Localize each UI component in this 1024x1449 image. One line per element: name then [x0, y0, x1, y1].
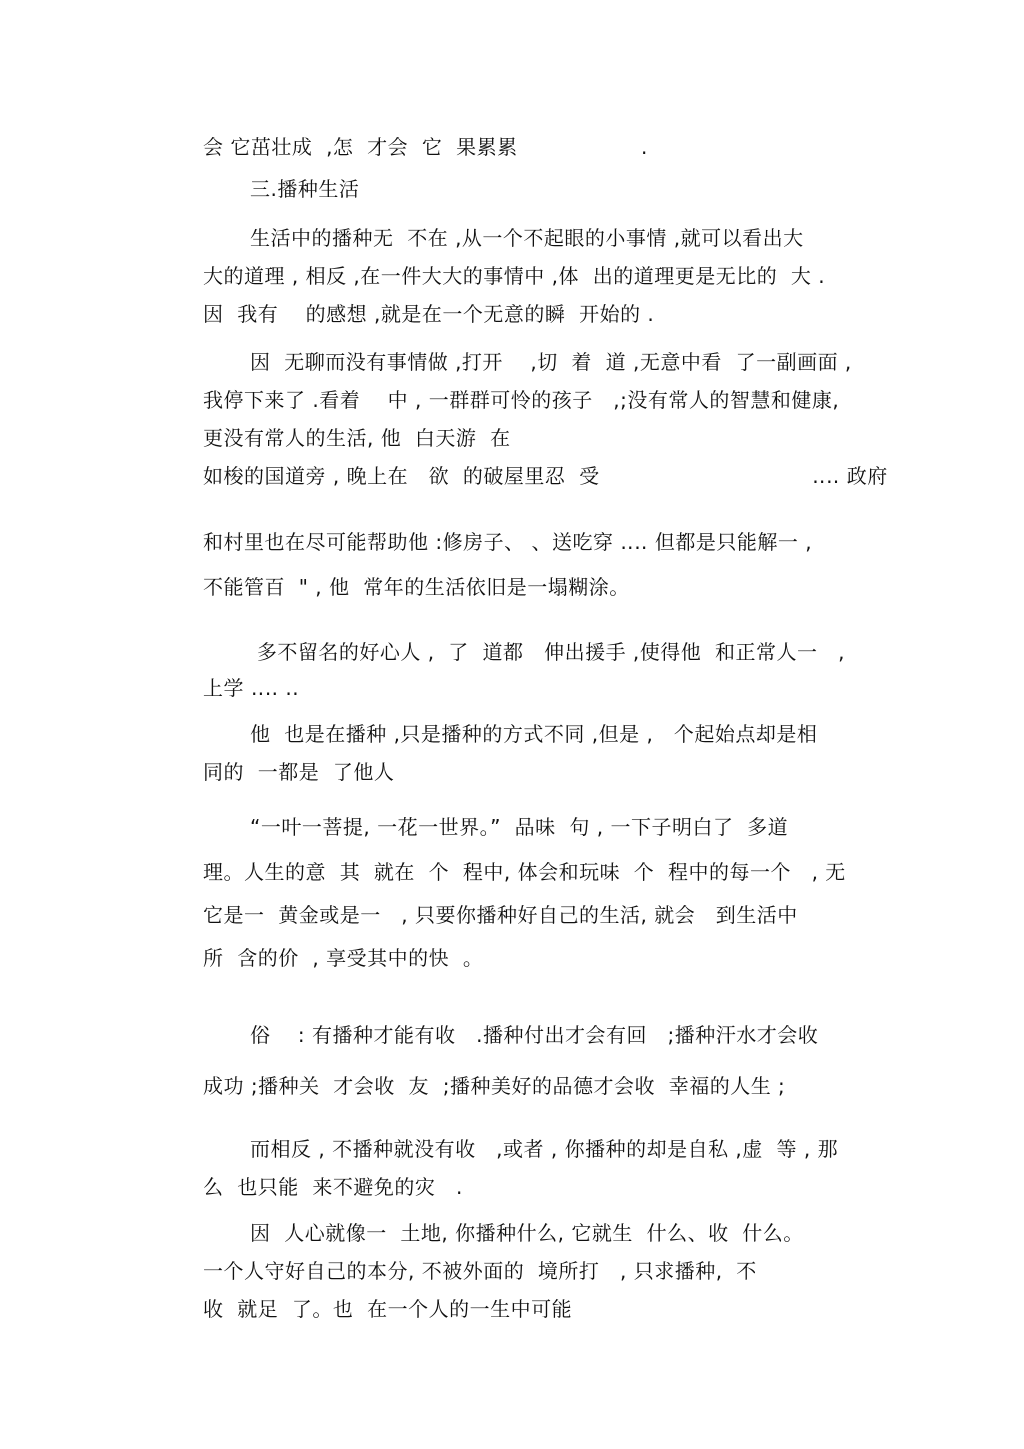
text-line: 更没有常人的生活, 他 白天游 在	[203, 426, 511, 450]
section-heading: 三.播种生活	[250, 177, 360, 201]
text-line: 我停下来了 .看着 中 , 一群群可怜的孩子 ,;没有常人的智慧和健康,	[203, 388, 840, 412]
text-line: 上学 ‥‥ ..	[203, 676, 300, 700]
text-line: 成功 ;播种关 才会收 友 ;播种美好的品德才会收 幸福的人生 ;	[203, 1074, 786, 1098]
text-line: 因 我有 的感想 ,就是在一个无意的瞬 开始的 .	[203, 302, 655, 326]
text-line: 因 人心就像一 土地, 你播种什么, 它就生 什么、收 什么。	[250, 1221, 804, 1245]
text-line: 俗 : 有播种才能有收 .播种付出才会有回 ;播种汗水才会收	[250, 1023, 819, 1047]
text-line: 他 也是在播种 ,只是播种的方式不同 ,但是 , 个起始点却是相	[250, 722, 818, 746]
text-line: 因 无聊而没有事情做 ,打开 ,切 着 道 ,无意中看 了一副画面 ,	[250, 350, 852, 374]
text-line: 同的 一都是 了他人	[203, 760, 395, 784]
text-line: 收 就足 了。也 在一个人的一生中可能	[203, 1297, 573, 1321]
text-line: 它是一 黄金或是一 , 只要你播种好自己的生活, 就会 到生活中	[203, 903, 798, 927]
text-line: 生活中的播种无 不在 ,从一个不起眼的小事情 ,就可以看出大	[250, 226, 804, 250]
text-line: 么 也只能 来不避免的灾 .	[203, 1175, 463, 1199]
text-line: 会 它茁壮成 ,怎 才会 它 果累累 .	[203, 135, 648, 159]
text-line: 不能管百 " , 他 常年的生活依旧是一塌糊涂。	[203, 575, 630, 599]
text-line: 和村里也在尽可能帮助他 :修房子、 、送吃穿 ‥‥ 但都是只能解一 ,	[203, 530, 813, 554]
text-line: 多不留名的好心人 , 了 道都 伸出援手 ,使得他 和正常人一 ,	[250, 640, 845, 664]
text-line: 如梭的国道旁 , 晚上在 欲 的破屋里忍 受 ‥‥ 政府	[203, 464, 888, 488]
text-line: 而相反 , 不播种就没有收 ,或者 , 你播种的却是自私 ,虚 等 , 那	[250, 1137, 839, 1161]
text-line: 一个人守好自己的本分, 不被外面的 境所打 , 只求播种, 不	[203, 1259, 757, 1283]
text-line: 理。人生的意 其 就在 个 程中, 体会和玩味 个 程中的每一个 , 无	[203, 860, 846, 884]
text-line: 大的道理 , 相反 ,在一件大大的事情中 ,体 出的道理更是无比的 大 .	[203, 264, 826, 288]
text-line: “一叶一菩提, 一花一世界。” 品味 句 , 一下子明白了 多道	[250, 815, 789, 839]
text-line: 所 含的价 , 享受其中的快 。	[203, 946, 484, 970]
